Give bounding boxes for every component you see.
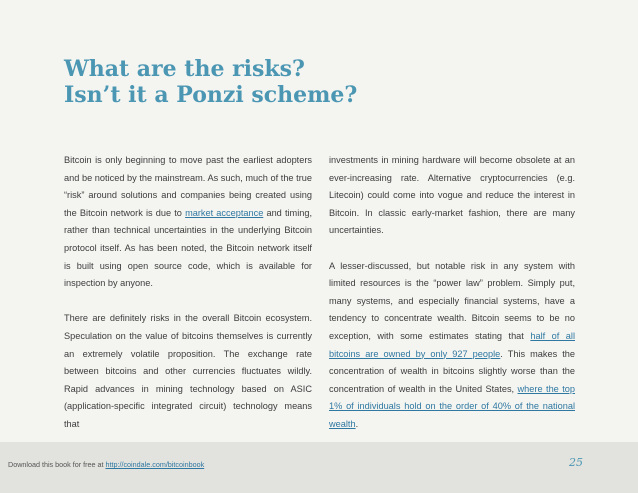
download-text: Download this book for free at bbox=[8, 460, 106, 469]
right-paragraph-2 bbox=[329, 258, 575, 434]
market-acceptance-link[interactable]: market acceptance bbox=[185, 207, 264, 218]
right-p2-text-a: A lesser-discussed, but notable risk in any system with limited resources is the “power law” problem. Simply put, many systems, and especially financial systems, have a tendency to concentrate wealth. Bitcoin seems to be no exception, with some estimates stating that bbox=[329, 260, 575, 341]
right-p2-text-b: . This makes the concentration of wealth in bitcoins slightly worse than the concentration of wealth in the United States, bbox=[329, 348, 576, 394]
left-p1-text-b: and timing, rather than technical uncertainties in the underlying Bitcoin protocol itself. As has been noted, the Bitcoin network itself is built using open source code, which is available for inspection by anyone. bbox=[64, 207, 313, 289]
right-paragraph-1: investments in mining hardware will become obsolete at an ever-increasing rate. Alternative cryptocurrencies (e.g. Litecoin) could come into vogue and reduce the interest in Bitcoin. In classic early-market fashion, there are many uncertainties. bbox=[329, 155, 575, 236]
title-line-1: What are the risks? bbox=[64, 56, 305, 82]
page-footer bbox=[0, 442, 638, 493]
left-column bbox=[64, 152, 312, 451]
download-link[interactable]: http://coindale.com/bitcoinbook bbox=[105, 460, 205, 469]
left-paragraph-1 bbox=[64, 152, 312, 293]
title-line-2: Isn’t it a Ponzi scheme? bbox=[64, 82, 358, 108]
right-column bbox=[329, 152, 575, 451]
page-title bbox=[64, 56, 357, 108]
page-number: 25 bbox=[569, 456, 583, 469]
us-wealth-link[interactable]: where the top 1% of individuals hold on the order of 40% of the national wealth bbox=[329, 383, 575, 429]
right-p2-text-c: . bbox=[355, 418, 359, 429]
left-paragraph-2: There are definitely risks in the overall Bitcoin ecosystem. Speculation on the value of bitcoins themselves is currently an extremely volatile proposition. The exchange rate between bitcoins and other currencies fluctuates wildly. Rapid advances in mining technology based on ASIC (application-specific integrated circuit) technology means that bbox=[64, 313, 312, 429]
bitcoin-ownership-link[interactable]: half of all bitcoins are owned by only 927 people bbox=[329, 330, 575, 359]
left-p1-text-a: Bitcoin is only beginning to move past the earliest adopters and be noticed by the mainstream. As such, much of the true “risk” around solutions and companies being created using the Bitcoin network is due to bbox=[64, 155, 312, 218]
download-note bbox=[8, 460, 204, 469]
